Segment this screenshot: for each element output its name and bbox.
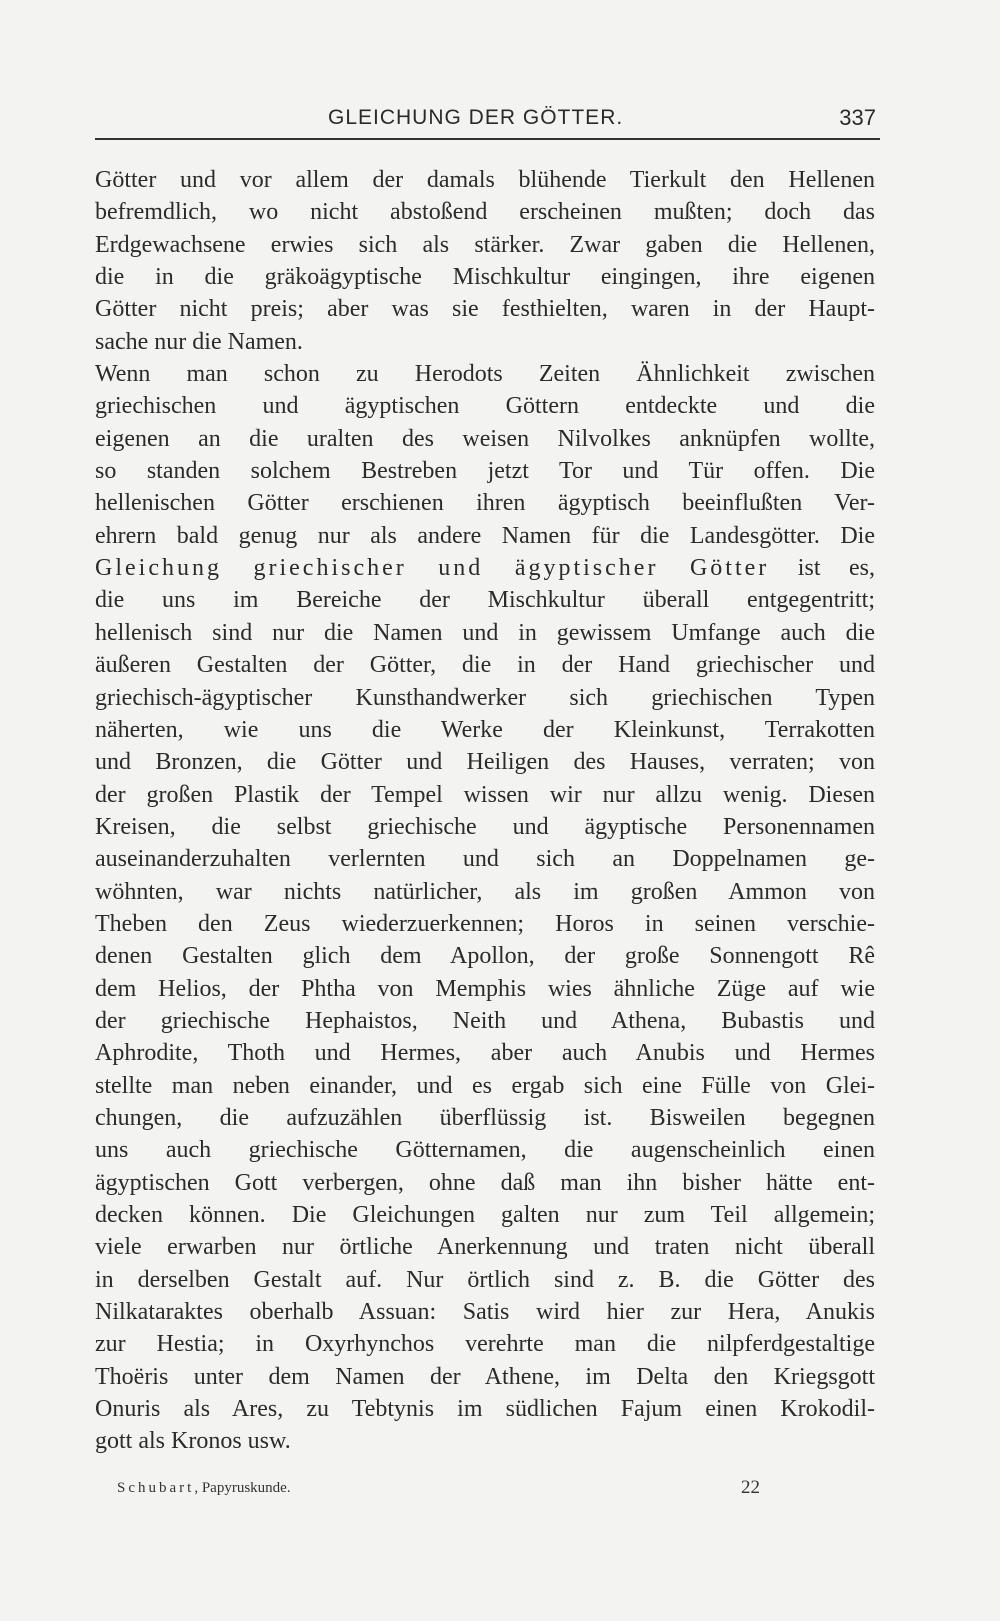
text-line: zur Hestia; in Oxyrhynchos verehrte man die nilpferdgestaltige bbox=[95, 1331, 875, 1358]
text-line: chungen, die aufzuzählen überflüssig ist. Bisweilen begegnen bbox=[95, 1104, 875, 1131]
text-line: die in die gräkoägyptische Mischkultur eingingen, ihre eigenen bbox=[95, 264, 875, 291]
text-line: näherten, wie uns die Werke der Kleinkunst, Terrakotten bbox=[95, 716, 875, 743]
footer-author-name: Schubart bbox=[117, 1480, 195, 1496]
text-line: Kreisen, die selbst griechische und ägyptische Personennamen bbox=[95, 813, 875, 840]
emphasis-tail: ist es, bbox=[769, 555, 875, 582]
text-line: hellenischen Götter erschienen ihren ägyptisch beeinflußten Ver- bbox=[95, 490, 875, 517]
text-line: eigenen an die uralten des weisen Nilvolkes anknüpfen wollte, bbox=[95, 425, 875, 452]
body-text bbox=[95, 164, 875, 1458]
running-header bbox=[95, 104, 880, 140]
text-line-emphasis bbox=[95, 552, 875, 584]
text-line: Thoëris unter dem Namen der Athene, im Delta den Kriegsgott bbox=[95, 1363, 875, 1390]
text-line: viele erwarben nur örtliche Anerkennung und traten nicht überall bbox=[95, 1234, 875, 1261]
footer-book-title: , Papyruskunde. bbox=[194, 1480, 291, 1496]
page-number: 337 bbox=[839, 105, 876, 130]
text-line: ägyptischen Gott verbergen, ohne daß man ihn bisher hätte ent- bbox=[95, 1169, 875, 1196]
text-line: ehrern bald genug nur als andere Namen für die Landesgötter. Die bbox=[95, 522, 875, 549]
text-line: decken können. Die Gleichungen galten nur zum Teil allgemein; bbox=[95, 1202, 875, 1228]
text-line: Onuris als Ares, zu Tebtynis im südlichen Fajum einen Krokodil- bbox=[95, 1396, 875, 1423]
text-line: sache nur die Namen. bbox=[95, 328, 303, 355]
text-line: gott als Kronos usw. bbox=[95, 1428, 291, 1455]
spaced-emphasis: Gleichung griechischer und ägyptischer Götter bbox=[95, 555, 770, 582]
text-line: äußeren Gestalten der Götter, die in der Hand griechischer und bbox=[95, 652, 875, 679]
text-line: Aphrodite, Thoth und Hermes, aber auch Anubis und Hermes bbox=[95, 1040, 875, 1067]
signature-mark: 22 bbox=[741, 1477, 760, 1498]
text-line: stellte man neben einander, und es ergab sich eine Fülle von Glei- bbox=[95, 1072, 875, 1099]
text-line: Theben den Zeus wiederzuerkennen; Horos in seinen verschie- bbox=[95, 910, 875, 937]
text-line: befremdlich, wo nicht abstoßend erscheinen mußten; doch das bbox=[95, 199, 875, 226]
text-line: der großen Plastik der Tempel wissen wir nur allzu wenig. Diesen bbox=[95, 781, 875, 808]
page-footer bbox=[117, 1477, 767, 1504]
text-line: Nilkataraktes oberhalb Assuan: Satis wird hier zur Hera, Anukis bbox=[95, 1299, 875, 1326]
footer-author bbox=[117, 1480, 291, 1497]
text-line: und Bronzen, die Götter und Heiligen des Hauses, verraten; von bbox=[95, 749, 875, 776]
text-line: Götter und vor allem der damals blühende Tierkult den Hellenen bbox=[95, 167, 875, 193]
text-line: wöhnten, war nichts natürlicher, als im großen Ammon von bbox=[95, 878, 875, 905]
text-line: dem Helios, der Phtha von Memphis wies ähnliche Züge auf wie bbox=[95, 975, 875, 1002]
text-line: denen Gestalten glich dem Apollon, der große Sonnengott Rê bbox=[95, 943, 875, 970]
text-line: griechischen und ägyptischen Göttern entdeckte und die bbox=[95, 393, 875, 420]
text-line: auseinanderzuhalten verlernten und sich an Doppelnamen ge- bbox=[95, 846, 875, 873]
text-line: die uns im Bereiche der Mischkultur überall entgegentritt; bbox=[95, 587, 875, 614]
text-line: Erdgewachsene erwies sich als stärker. Zwar gaben die Hellenen, bbox=[95, 231, 875, 258]
text-line: so standen solchem Bestreben jetzt Tor und Tür offen. Die bbox=[95, 458, 875, 485]
text-line: in derselben Gestalt auf. Nur örtlich sind z. B. die Götter des bbox=[95, 1266, 875, 1293]
text-line: Götter nicht preis; aber was sie festhielten, waren in der Haupt- bbox=[95, 296, 875, 323]
text-line: hellenisch sind nur die Namen und in gewissem Umfange auch die bbox=[95, 619, 875, 646]
running-title: GLEICHUNG DER GÖTTER. bbox=[328, 106, 624, 129]
text-line: Wenn man schon zu Herodots Zeiten Ähnlichkeit zwischen bbox=[95, 361, 875, 388]
text-line: der griechische Hephaistos, Neith und Athena, Bubastis und bbox=[95, 1007, 875, 1034]
text-line: griechisch-ägyptischer Kunsthandwerker sich griechischen Typen bbox=[95, 684, 875, 711]
text-line: uns auch griechische Götternamen, die augenscheinlich einen bbox=[95, 1137, 875, 1164]
